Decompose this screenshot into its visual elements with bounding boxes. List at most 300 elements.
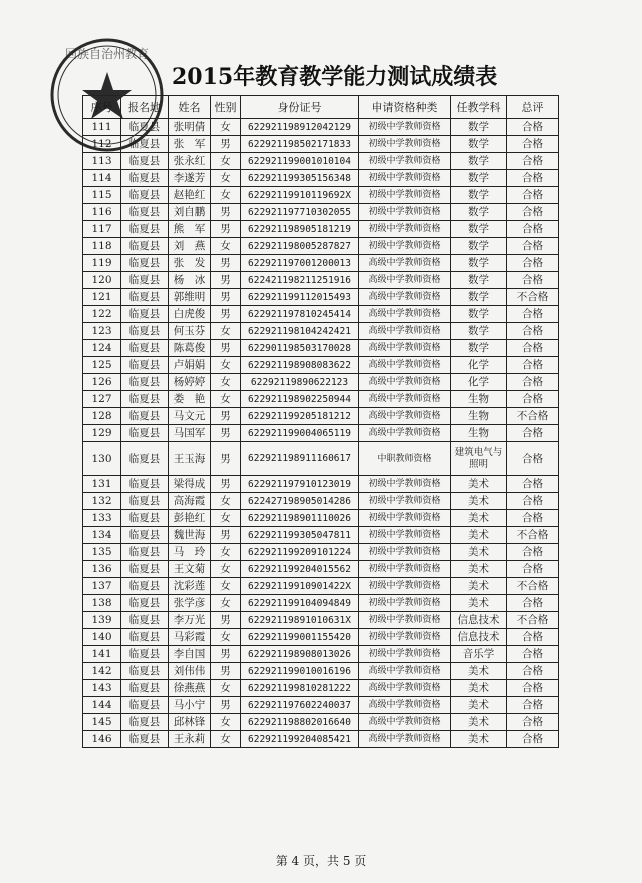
row-gender: 男 [211,697,241,714]
row-number: 132 [83,493,121,510]
row-name: 李自国 [169,646,211,663]
row-result: 合格 [507,544,559,561]
row-place: 临夏县 [121,663,169,680]
row-number: 139 [83,612,121,629]
row-subject: 建筑电气与照明 [451,442,507,476]
row-qualification: 高级中学教师资格 [359,663,451,680]
table-row [83,510,559,527]
row-gender: 女 [211,561,241,578]
row-subject: 美术 [451,527,507,544]
row-qualification: 初级中学教师资格 [359,221,451,238]
row-gender: 男 [211,527,241,544]
column-header-place: 报名地 [121,96,169,119]
row-subject: 数学 [451,272,507,289]
column-header-no: 序号 [83,96,121,119]
row-place: 临夏县 [121,391,169,408]
table-row [83,476,559,493]
page-footer: 第 4 页，共 5 页 [275,854,367,868]
row-gender: 男 [211,476,241,493]
row-subject: 数学 [451,187,507,204]
row-qualification: 初级中学教师资格 [359,204,451,221]
row-place: 临夏县 [121,221,169,238]
row-number: 146 [83,731,121,748]
row-number: 131 [83,476,121,493]
row-gender: 女 [211,544,241,561]
row-name: 魏世海 [169,527,211,544]
row-place: 临夏县 [121,493,169,510]
row-place: 临夏县 [121,561,169,578]
row-name: 马彩霞 [169,629,211,646]
row-number: 140 [83,629,121,646]
table-row [83,493,559,510]
row-qualification: 初级中学教师资格 [359,629,451,646]
row-subject: 美术 [451,476,507,493]
table-row [83,357,559,374]
row-number: 117 [83,221,121,238]
row-subject: 美术 [451,714,507,731]
row-number: 111 [83,119,121,136]
row-name: 沈彩莲 [169,578,211,595]
row-gender: 男 [211,646,241,663]
row-subject: 美术 [451,595,507,612]
row-number: 114 [83,170,121,187]
row-place: 临夏县 [121,425,169,442]
table-row [83,425,559,442]
row-gender: 女 [211,323,241,340]
row-gender: 男 [211,612,241,629]
row-result: 合格 [507,697,559,714]
row-place: 临夏县 [121,255,169,272]
table-row [83,680,559,697]
row-qualification: 高级中学教师资格 [359,255,451,272]
row-subject: 数学 [451,119,507,136]
row-number: 137 [83,578,121,595]
row-number: 118 [83,238,121,255]
row-id-number: 622901198503170028 [241,340,359,357]
row-gender: 女 [211,187,241,204]
row-gender: 男 [211,221,241,238]
table-row [83,731,559,748]
row-gender: 女 [211,170,241,187]
row-name: 何玉芬 [169,323,211,340]
row-gender: 男 [211,289,241,306]
row-qualification: 高级中学教师资格 [359,323,451,340]
table-row [83,221,559,238]
row-gender: 女 [211,493,241,510]
row-place: 临夏县 [121,187,169,204]
row-name: 娄 艳 [169,391,211,408]
row-gender: 男 [211,272,241,289]
table-row [83,408,559,425]
row-place: 临夏县 [121,595,169,612]
row-place: 临夏县 [121,170,169,187]
row-gender: 男 [211,255,241,272]
row-qualification: 初级中学教师资格 [359,646,451,663]
row-number: 121 [83,289,121,306]
row-result: 不合格 [507,289,559,306]
svg-text:回族自治州教育: 回族自治州教育 [64,47,150,61]
row-result: 合格 [507,136,559,153]
row-result: 合格 [507,153,559,170]
row-result: 合格 [507,510,559,527]
row-id-number: 622921198905181219 [241,221,359,238]
row-number: 124 [83,340,121,357]
row-qualification: 初级中学教师资格 [359,527,451,544]
row-id-number: 622921198005287827 [241,238,359,255]
row-place: 临夏县 [121,527,169,544]
row-gender: 男 [211,425,241,442]
row-name: 陈葛俊 [169,340,211,357]
row-id-number: 622921199810281222 [241,680,359,697]
row-qualification: 初级中学教师资格 [359,578,451,595]
row-qualification: 中职教师资格 [359,442,451,476]
row-id-number: 622921197910123019 [241,476,359,493]
row-id-number: 622921198908013026 [241,646,359,663]
row-result: 不合格 [507,527,559,544]
row-qualification: 高级中学教师资格 [359,731,451,748]
row-number: 128 [83,408,121,425]
table-row [83,204,559,221]
row-name: 张 发 [169,255,211,272]
row-subject: 数学 [451,340,507,357]
row-number: 141 [83,646,121,663]
row-place: 临夏县 [121,238,169,255]
row-id-number: 622921197710302055 [241,204,359,221]
table-row [83,119,559,136]
row-qualification: 初级中学教师资格 [359,153,451,170]
row-result: 合格 [507,663,559,680]
row-id-number: 622921197001200013 [241,255,359,272]
row-subject: 美术 [451,510,507,527]
row-place: 临夏县 [121,680,169,697]
row-number: 143 [83,680,121,697]
row-result: 合格 [507,476,559,493]
table-body [83,119,559,748]
row-id-number: 622421198211251916 [241,272,359,289]
row-gender: 男 [211,306,241,323]
row-result: 合格 [507,170,559,187]
row-result: 不合格 [507,408,559,425]
row-number: 123 [83,323,121,340]
score-table [82,95,559,748]
row-number: 136 [83,561,121,578]
row-gender: 女 [211,680,241,697]
row-name: 李遂芳 [169,170,211,187]
row-id-number: 622921198912042129 [241,119,359,136]
row-subject: 数学 [451,170,507,187]
table-row [83,442,559,476]
row-gender: 男 [211,204,241,221]
column-header-gender: 性别 [211,96,241,119]
row-result: 不合格 [507,578,559,595]
row-result: 合格 [507,680,559,697]
row-name: 马小宁 [169,697,211,714]
table-row [83,561,559,578]
row-name: 刘 燕 [169,238,211,255]
row-gender: 女 [211,119,241,136]
table-header-row [83,96,559,119]
row-subject: 数学 [451,153,507,170]
row-qualification: 高级中学教师资格 [359,408,451,425]
row-number: 127 [83,391,121,408]
row-gender: 男 [211,340,241,357]
table-row [83,391,559,408]
row-number: 126 [83,374,121,391]
row-subject: 数学 [451,323,507,340]
row-qualification: 初级中学教师资格 [359,561,451,578]
row-number: 142 [83,663,121,680]
row-name: 徐燕燕 [169,680,211,697]
row-name: 梁得成 [169,476,211,493]
row-result: 合格 [507,646,559,663]
row-place: 临夏县 [121,612,169,629]
row-subject: 数学 [451,136,507,153]
row-id-number: 622427198905014286 [241,493,359,510]
row-place: 临夏县 [121,306,169,323]
row-result: 合格 [507,272,559,289]
table-row [83,170,559,187]
row-id-number: 622921197810245414 [241,306,359,323]
row-subject: 美术 [451,493,507,510]
page-title: 2015年教育教学能力测试成绩表 [172,64,498,90]
table-row [83,527,559,544]
row-name: 赵艳红 [169,187,211,204]
column-header-subject: 任教学科 [451,96,507,119]
row-number: 112 [83,136,121,153]
row-gender: 女 [211,578,241,595]
row-result: 不合格 [507,612,559,629]
row-id-number: 622921198901110026 [241,510,359,527]
row-name: 李万光 [169,612,211,629]
row-subject: 数学 [451,255,507,272]
row-name: 王文菊 [169,561,211,578]
row-place: 临夏县 [121,374,169,391]
column-header-qualification: 申请资格种类 [359,96,451,119]
table-row [83,153,559,170]
table-row [83,255,559,272]
row-place: 临夏县 [121,323,169,340]
row-place: 临夏县 [121,340,169,357]
row-result: 合格 [507,731,559,748]
row-place: 临夏县 [121,136,169,153]
row-subject: 数学 [451,306,507,323]
row-name: 张 军 [169,136,211,153]
row-place: 临夏县 [121,697,169,714]
row-name: 马文元 [169,408,211,425]
row-place: 临夏县 [121,289,169,306]
row-qualification: 高级中学教师资格 [359,357,451,374]
row-id-number: 622921199305156348 [241,170,359,187]
row-result: 合格 [507,714,559,731]
row-id-number: 622921199004065119 [241,425,359,442]
row-gender: 男 [211,408,241,425]
row-id-number: 62292119910901422X [241,578,359,595]
table-row [83,272,559,289]
row-subject: 化学 [451,357,507,374]
row-qualification: 高级中学教师资格 [359,680,451,697]
row-name: 马 玲 [169,544,211,561]
row-number: 115 [83,187,121,204]
row-place: 临夏县 [121,578,169,595]
row-place: 临夏县 [121,510,169,527]
row-subject: 数学 [451,204,507,221]
column-header-result: 总评 [507,96,559,119]
table-row [83,646,559,663]
row-gender: 女 [211,510,241,527]
row-subject: 音乐学 [451,646,507,663]
row-id-number: 622921198902250944 [241,391,359,408]
row-id-number: 62292119890622123 [241,374,359,391]
row-result: 合格 [507,204,559,221]
row-qualification: 初级中学教师资格 [359,170,451,187]
row-subject: 生物 [451,391,507,408]
row-subject: 生物 [451,425,507,442]
row-result: 合格 [507,187,559,204]
row-gender: 女 [211,731,241,748]
row-gender: 男 [211,663,241,680]
row-number: 134 [83,527,121,544]
row-subject: 数学 [451,221,507,238]
row-place: 临夏县 [121,408,169,425]
row-number: 119 [83,255,121,272]
row-gender: 女 [211,629,241,646]
row-place: 临夏县 [121,153,169,170]
row-qualification: 初级中学教师资格 [359,119,451,136]
row-place: 临夏县 [121,357,169,374]
row-name: 熊 军 [169,221,211,238]
row-id-number: 62292119891010631X [241,612,359,629]
row-number: 125 [83,357,121,374]
row-place: 临夏县 [121,544,169,561]
row-result: 合格 [507,119,559,136]
table-row [83,697,559,714]
row-number: 122 [83,306,121,323]
row-id-number: 622921198908083622 [241,357,359,374]
row-result: 合格 [507,340,559,357]
row-id-number: 622921199001010104 [241,153,359,170]
row-name: 张永红 [169,153,211,170]
row-subject: 数学 [451,289,507,306]
row-gender: 男 [211,442,241,476]
row-subject: 信息技术 [451,612,507,629]
row-id-number: 622921199204015562 [241,561,359,578]
row-subject: 信息技术 [451,629,507,646]
row-number: 133 [83,510,121,527]
row-result: 合格 [507,425,559,442]
row-result: 合格 [507,595,559,612]
row-name: 邱林锋 [169,714,211,731]
row-name: 郭维明 [169,289,211,306]
table-row [83,629,559,646]
row-id-number: 622921198911160617 [241,442,359,476]
row-name: 王永莉 [169,731,211,748]
row-gender: 女 [211,238,241,255]
row-gender: 女 [211,595,241,612]
row-name: 张明倩 [169,119,211,136]
row-number: 145 [83,714,121,731]
row-subject: 生物 [451,408,507,425]
row-number: 113 [83,153,121,170]
row-subject: 美术 [451,663,507,680]
row-id-number: 622921199001155420 [241,629,359,646]
row-id-number: 622921199209101224 [241,544,359,561]
row-name: 刘自鹏 [169,204,211,221]
row-id-number: 622921198502171833 [241,136,359,153]
row-number: 135 [83,544,121,561]
row-name: 高海霞 [169,493,211,510]
row-number: 130 [83,442,121,476]
row-place: 临夏县 [121,646,169,663]
row-qualification: 初级中学教师资格 [359,187,451,204]
row-gender: 女 [211,153,241,170]
row-number: 116 [83,204,121,221]
row-id-number: 622921198104242421 [241,323,359,340]
row-result: 合格 [507,442,559,476]
table-row [83,612,559,629]
row-name: 刘伟伟 [169,663,211,680]
row-qualification: 高级中学教师资格 [359,340,451,357]
row-number: 120 [83,272,121,289]
row-qualification: 高级中学教师资格 [359,306,451,323]
row-place: 临夏县 [121,476,169,493]
column-header-name: 姓名 [169,96,211,119]
row-id-number: 622921199112015493 [241,289,359,306]
row-name: 白虎俊 [169,306,211,323]
row-place: 临夏县 [121,714,169,731]
row-qualification: 初级中学教师资格 [359,238,451,255]
table-row [83,595,559,612]
row-subject: 美术 [451,578,507,595]
row-subject: 美术 [451,697,507,714]
row-gender: 女 [211,714,241,731]
row-name: 马国军 [169,425,211,442]
row-gender: 女 [211,391,241,408]
row-id-number: 622921199205181212 [241,408,359,425]
table-row [83,663,559,680]
table-row [83,323,559,340]
row-place: 临夏县 [121,119,169,136]
row-result: 合格 [507,323,559,340]
row-qualification: 初级中学教师资格 [359,510,451,527]
row-subject: 化学 [451,374,507,391]
row-id-number: 622921198802016640 [241,714,359,731]
row-qualification: 高级中学教师资格 [359,374,451,391]
row-subject: 美术 [451,731,507,748]
row-qualification: 高级中学教师资格 [359,272,451,289]
row-id-number: 622921199010016196 [241,663,359,680]
row-qualification: 高级中学教师资格 [359,391,451,408]
row-id-number: 62292119910119692X [241,187,359,204]
row-qualification: 高级中学教师资格 [359,425,451,442]
table-row [83,238,559,255]
row-qualification: 初级中学教师资格 [359,595,451,612]
row-place: 临夏县 [121,204,169,221]
row-result: 合格 [507,221,559,238]
row-result: 合格 [507,255,559,272]
column-header-id: 身份证号 [241,96,359,119]
table-row [83,578,559,595]
row-qualification: 初级中学教师资格 [359,136,451,153]
row-gender: 男 [211,136,241,153]
row-qualification: 初级中学教师资格 [359,476,451,493]
row-result: 合格 [507,391,559,408]
row-qualification: 初级中学教师资格 [359,493,451,510]
row-result: 合格 [507,561,559,578]
row-name: 杨 冰 [169,272,211,289]
row-subject: 美术 [451,544,507,561]
table-row [83,187,559,204]
row-id-number: 622921199204085421 [241,731,359,748]
